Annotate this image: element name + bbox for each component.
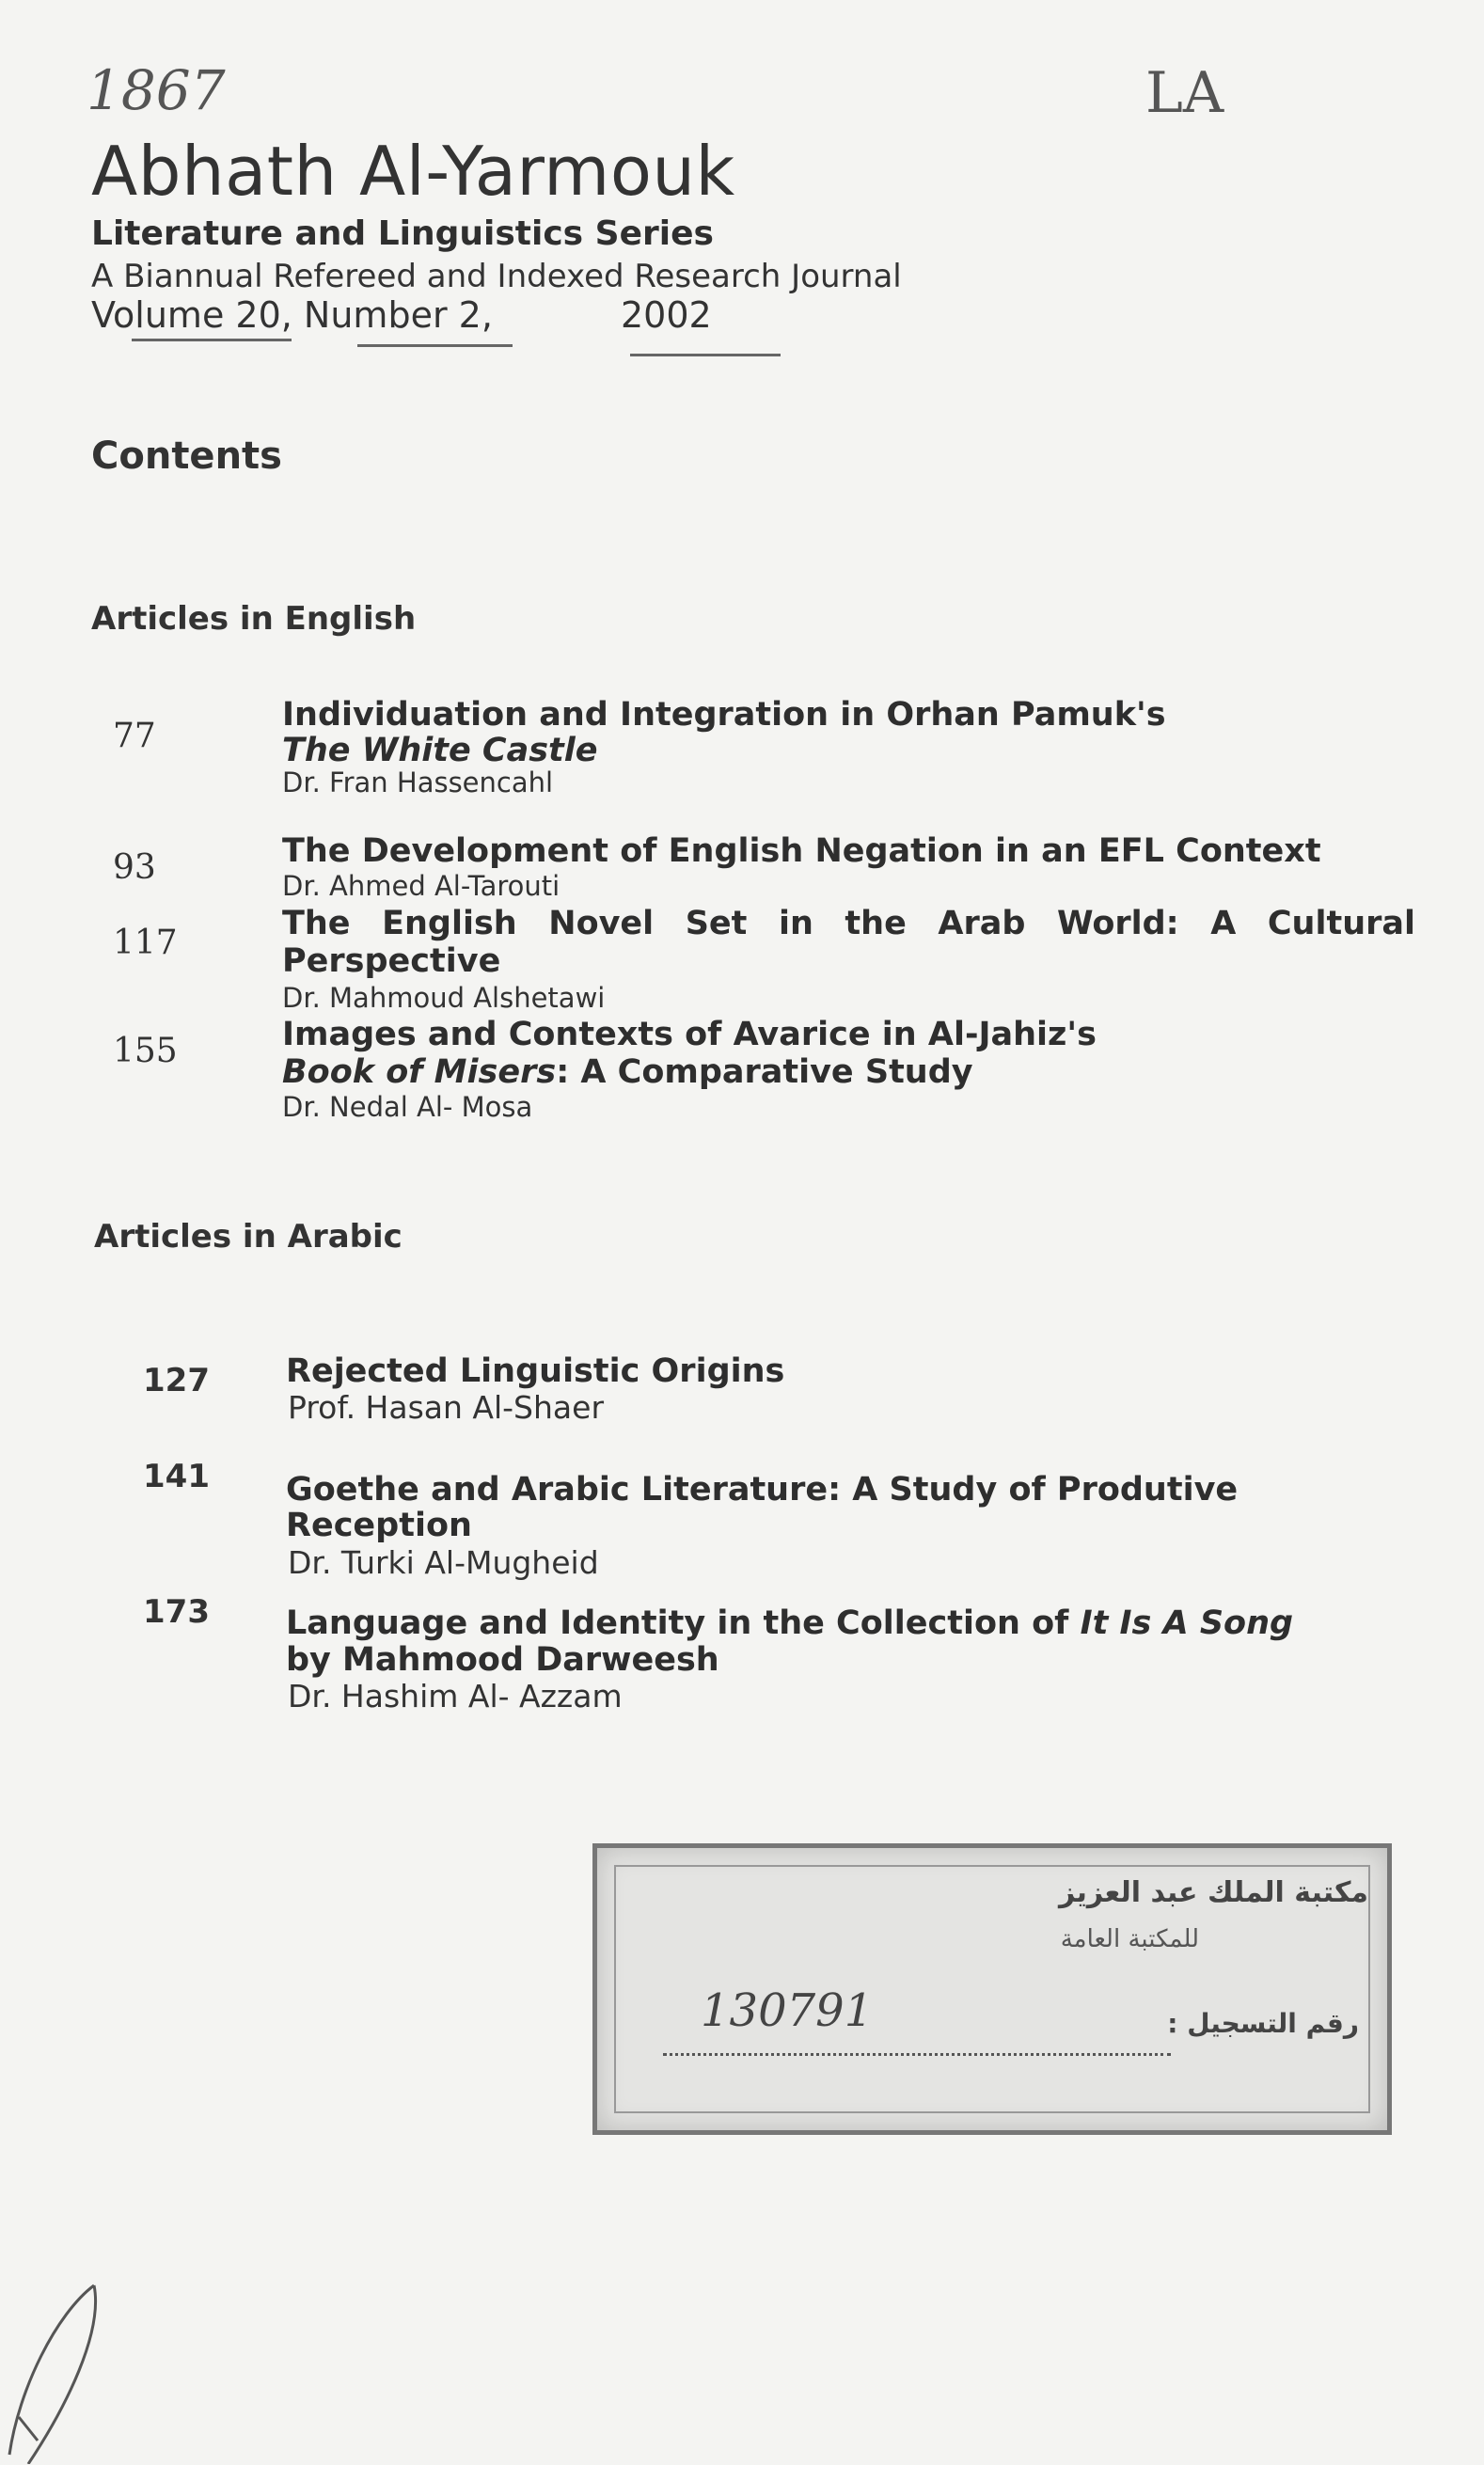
article-title: Images and Contexts of Avarice in Al-Jahiz's xyxy=(282,1016,1097,1053)
number-underline xyxy=(357,344,513,347)
article-title-line1 xyxy=(286,1604,1293,1642)
article-title-line2 xyxy=(282,1053,973,1091)
article-title-rest: : A Comparative Study xyxy=(556,1053,973,1091)
article-title-continued: Perspective xyxy=(282,942,501,980)
handwritten-number: 1867 xyxy=(87,58,226,122)
page-number: 141 xyxy=(143,1458,210,1495)
article-title: Rejected Linguistic Origins xyxy=(286,1352,785,1390)
stamp-registration-number: 130791 xyxy=(701,1984,874,2037)
stamp-registration-label: رقم التسجيل : xyxy=(1167,2008,1359,2039)
article-title: Goethe and Arabic Literature: A Study of Produtive xyxy=(286,1471,1239,1509)
article-author: Prof. Hasan Al-Shaer xyxy=(288,1389,605,1426)
journal-title: Abhath Al-Yarmouk xyxy=(91,132,735,211)
library-stamp xyxy=(592,1843,1392,2135)
article-title: Language and Identity in the Collection of xyxy=(286,1604,1081,1642)
page-number: 93 xyxy=(113,848,156,887)
series-title: Literature and Linguistics Series xyxy=(91,214,714,253)
article-author: Dr. Nedal Al- Mosa xyxy=(282,1091,533,1123)
article-title-italic: It Is A Song xyxy=(1080,1604,1294,1642)
article-title: The Development of English Negation in an EFL Context xyxy=(282,832,1321,870)
year-underline xyxy=(630,354,781,356)
article-title-italic: Book of Misers xyxy=(282,1053,557,1091)
article-author: Dr. Turki Al-Mugheid xyxy=(288,1544,599,1581)
volume-number: Volume 20, Number 2, xyxy=(91,294,493,336)
volume-underline xyxy=(132,339,292,341)
article-author: Dr. Ahmed Al-Tarouti xyxy=(282,870,560,902)
article-title: Individuation and Integration in Orhan Pamuk's xyxy=(282,696,1166,734)
handwritten-code: LA xyxy=(1145,60,1224,126)
journal-subtitle: A Biannual Refereed and Indexed Research Journal xyxy=(91,258,902,295)
stamp-subtext: للمكتبة العامة xyxy=(1060,1925,1199,1953)
pen-scribble xyxy=(0,2276,132,2464)
english-section-heading: Articles in English xyxy=(91,600,417,638)
contents-heading: Contents xyxy=(91,435,282,478)
article-title-italic: The White Castle xyxy=(282,732,598,769)
article-author: Dr. Mahmoud Alshetawi xyxy=(282,982,606,1014)
stamp-dotted-line xyxy=(663,2053,1171,2056)
article-title-continued: Reception xyxy=(286,1507,472,1544)
article-author: Dr. Fran Hassencahl xyxy=(282,766,554,798)
page-number: 127 xyxy=(143,1362,210,1399)
article-author: Dr. Hashim Al- Azzam xyxy=(288,1678,623,1714)
article-title: The English Novel Set in the Arab World: A Cultural xyxy=(282,905,1415,942)
article-title-continued: by Mahmood Darweesh xyxy=(286,1641,719,1679)
stamp-library-name: مكتبة الملك عبد العزيز xyxy=(1058,1876,1368,1909)
page-number: 173 xyxy=(143,1593,210,1631)
page-number: 117 xyxy=(113,924,178,962)
page-number: 77 xyxy=(113,717,156,755)
arabic-section-heading: Articles in Arabic xyxy=(94,1218,403,1256)
page-number: 155 xyxy=(113,1032,178,1070)
publication-year: 2002 xyxy=(621,294,712,336)
